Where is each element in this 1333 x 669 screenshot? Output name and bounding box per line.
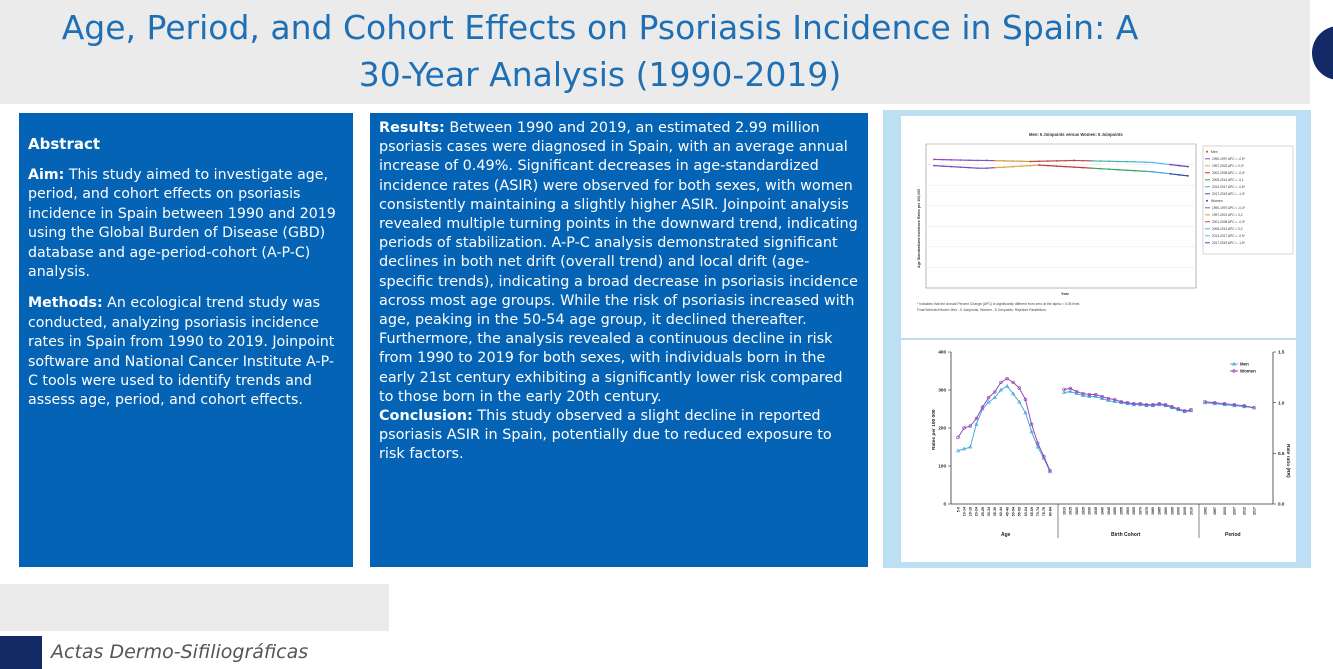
cohort-x-tick-label: 1950 <box>1113 507 1118 515</box>
y-tick-label-right: 0.5 <box>1278 450 1285 456</box>
women-point <box>1091 160 1093 162</box>
legend-men-entry: 1997-2002 APC = 0,3* <box>1212 164 1244 168</box>
men-point <box>1064 166 1066 168</box>
men-point <box>1108 168 1110 170</box>
legend-women-entry: 1990-1997 APC = -0,4* <box>1212 206 1245 210</box>
cohort-x-tick-label: 1915 <box>1068 507 1073 515</box>
conclusion-text: This study observed a slight decline in reported psoriasis ASIR in Spain, potentially due to reduced exposure to risk factors. <box>379 408 832 463</box>
panel-label-cohort: Birth Cohort <box>1111 532 1141 538</box>
women-point <box>994 160 996 162</box>
legend-women-entry: 2001-2008 APC = -0,3* <box>1212 220 1245 224</box>
apc-figure <box>901 340 1296 562</box>
aim-paragraph <box>28 166 343 282</box>
period-x-tick-label: 2007 <box>1232 507 1237 515</box>
abstract-panel <box>19 113 353 567</box>
women-point <box>1178 165 1180 167</box>
cohort-x-tick-label: 1940 <box>1100 507 1105 515</box>
cohort-x-tick-label: 1955 <box>1119 507 1124 515</box>
women-point <box>1064 160 1066 162</box>
panel-label-period: Period <box>1225 532 1241 538</box>
y-axis-label: Age Standardized Incidence Rates per 100,000 <box>917 188 921 268</box>
results-panel <box>370 113 868 567</box>
women-point <box>1038 160 1040 162</box>
cohort-x-tick-label: 1990 <box>1163 507 1168 515</box>
cohort-x-tick-label: 1960 <box>1125 507 1130 515</box>
women-point <box>1047 160 1049 162</box>
methods-label: Methods: <box>28 295 103 312</box>
conclusion-label: Conclusion: <box>379 408 473 425</box>
men-point <box>1073 166 1075 168</box>
age-x-tick-label: 20-24 <box>974 507 979 517</box>
y-tick-label-right: 1.0 <box>1278 400 1285 406</box>
men-point <box>1170 173 1172 175</box>
age-x-tick-label: 15-19 <box>968 507 973 517</box>
women-point <box>986 160 988 162</box>
x-axis-label: Year <box>1061 292 1070 296</box>
men-point <box>1126 169 1128 171</box>
results-paragraph <box>379 119 858 407</box>
y-tick-label: 300 <box>938 387 946 393</box>
aim-text: This study aimed to investigate age, period, and cohort effects on psoriasis incidence in Spain between 1990 and 2019 using the Global Burden of Disease (GBD) database and age-period-cohort (A-P-C) analysis. <box>28 167 336 281</box>
men-point <box>942 165 944 167</box>
legend-women-header: Women <box>1211 199 1223 203</box>
women-point <box>968 159 970 161</box>
legend-men-entry: 2014-2017 APC = -0,6* <box>1212 185 1245 189</box>
y-tick-label: 0 <box>943 501 946 507</box>
left-axis-label: Rates per 100 000 <box>932 409 937 450</box>
abstract-heading: Abstract <box>28 135 101 153</box>
men-point <box>1117 169 1119 171</box>
chart-title: Men: 5 Joinpoints versus Women: 5 Joinpoints <box>1029 132 1123 137</box>
men-point <box>1100 168 1102 170</box>
legend-men-label: Men <box>1240 361 1249 367</box>
period-x-tick-label: 2012 <box>1242 507 1247 515</box>
men-point <box>968 167 970 169</box>
y-tick-label: 400 <box>938 349 946 355</box>
age-women-line <box>958 379 1050 471</box>
cohort-x-tick-label: 1995 <box>1170 507 1175 515</box>
women-point <box>1003 160 1005 162</box>
cohort-x-tick-label: 1970 <box>1138 507 1143 515</box>
men-point <box>951 166 953 168</box>
legend-men-entry: 2002-2008 APC = -0,4* <box>1212 171 1245 175</box>
cohort-x-tick-label: 1925 <box>1081 507 1086 515</box>
men-segment <box>1144 171 1170 174</box>
cohort-x-tick-label: 2005 <box>1182 507 1187 515</box>
age-x-tick-label: 5-9 <box>956 507 961 513</box>
men-point <box>1038 164 1040 166</box>
legend-men-entry: 1990-1997 APC = -0,5* <box>1212 157 1245 161</box>
men-point <box>1161 172 1163 174</box>
y-tick-label: 100 <box>938 463 946 469</box>
results-label: Results: <box>379 120 445 136</box>
women-point <box>1161 163 1163 165</box>
women-point <box>1021 160 1023 162</box>
age-x-tick-label: 25-29 <box>980 507 985 517</box>
period-men-line <box>1205 403 1254 408</box>
women-point <box>1100 160 1102 162</box>
men-point <box>1021 165 1023 167</box>
men-point <box>1178 174 1180 176</box>
conclusion-paragraph <box>379 407 858 465</box>
cohort-x-tick-label: 1985 <box>1157 507 1162 515</box>
legend-men-entry: 2008-2014 APC = -0,1 <box>1212 178 1244 182</box>
legend-men-header: Men <box>1211 150 1218 154</box>
footer-square <box>0 636 42 669</box>
women-point <box>1108 160 1110 162</box>
footnote-2: Final Selected Model: Men - 5 Joinpoints, Women - 5 Joinpoints. Rejected Parallelism. <box>917 308 1047 312</box>
decorative-circle <box>1312 26 1333 80</box>
legend-women-entry: 1997-2001 APC = 0,2 <box>1212 213 1243 217</box>
men-point <box>959 166 961 168</box>
men-point <box>1029 165 1031 167</box>
age-x-tick-label: 30-34 <box>986 507 991 517</box>
women-point <box>1152 162 1154 164</box>
methods-paragraph <box>28 294 343 410</box>
men-point <box>1143 170 1145 172</box>
journal-name: Actas Dermo-Sifiliográficas <box>51 641 309 663</box>
poster-title <box>0 4 1200 98</box>
men-point <box>1082 167 1084 169</box>
women-point <box>1082 160 1084 162</box>
women-point <box>951 159 953 161</box>
women-point <box>959 159 961 161</box>
women-point <box>1135 161 1137 163</box>
footnote-1: * Indicates that the Annual Percent Change (APC) is significantly different from zero at the alpha = 0.05 level. <box>917 302 1081 306</box>
cohort-x-tick-label: 1975 <box>1144 507 1149 515</box>
age-x-tick-label: 80-84 <box>1048 507 1053 517</box>
men-segment <box>995 165 1039 168</box>
age-x-tick-label: 50-54 <box>1011 507 1016 517</box>
title-line-1: Age, Period, and Cohort Effects on Psoriasis Incidence in Spain: A <box>61 8 1139 47</box>
men-point <box>1152 171 1154 173</box>
cohort-x-tick-label: 2000 <box>1176 507 1181 515</box>
period-x-tick-label: 1997 <box>1213 507 1218 515</box>
men-point <box>1012 166 1014 168</box>
men-point <box>1135 170 1137 172</box>
age-x-tick-label: 70-74 <box>1036 507 1041 517</box>
age-x-tick-label: 40-44 <box>999 507 1004 517</box>
legend-men-entry: 2017-2019 APC = -1,3* <box>1212 192 1245 196</box>
age-x-tick-label: 65-69 <box>1029 507 1034 517</box>
men-point <box>1187 175 1189 177</box>
y-tick-label-right: 0.0 <box>1278 501 1285 507</box>
legend-marker <box>1206 200 1208 202</box>
cohort-x-tick-label: 1910 <box>1062 507 1067 515</box>
plot-border <box>926 144 1196 288</box>
period-x-tick-label: 1992 <box>1203 507 1208 515</box>
women-point <box>942 159 944 161</box>
age-x-tick-label: 75-79 <box>1042 507 1047 517</box>
cohort-x-tick-label: 1920 <box>1075 507 1079 515</box>
methods-text: An ecological trend study was conducted, analyzing psoriasis incidence rates in Spain from 1990 to 2019. Joinpoint software and National Cancer Institute A-P-C tools were used to identify trends and assess age, period, and cohort effects. <box>28 295 335 409</box>
women-point <box>1143 161 1145 163</box>
y-tick-label-right: 1.5 <box>1278 349 1285 355</box>
women-segment <box>1092 161 1136 162</box>
y-tick-label: 200 <box>938 425 946 431</box>
women-point <box>1170 164 1172 166</box>
women-point <box>1117 161 1119 163</box>
aim-label: Aim: <box>28 167 65 183</box>
period-x-tick-label: 2002 <box>1222 507 1227 515</box>
age-x-tick-label: 10-14 <box>962 507 967 517</box>
women-point <box>1187 166 1189 168</box>
men-point <box>977 167 979 169</box>
panel-label-age: Age <box>1001 532 1011 538</box>
legend-women-label: Women <box>1240 368 1256 374</box>
women-point <box>1073 160 1075 162</box>
cohort-x-tick-label: 1930 <box>1087 507 1092 515</box>
cohort-x-tick-label: 1935 <box>1094 507 1099 515</box>
cohort-x-tick-label: 1945 <box>1106 507 1111 515</box>
age-x-tick-label: 60-64 <box>1023 507 1028 517</box>
women-point <box>1056 160 1058 162</box>
title-line-2: 30-Year Analysis (1990-2019) <box>358 55 842 94</box>
bottom-bar <box>0 584 389 631</box>
age-x-tick-label: 35-39 <box>993 507 998 517</box>
legend-women-entry: 2017-2019 APC = -1,5* <box>1212 241 1245 245</box>
women-point <box>933 159 935 161</box>
men-point <box>933 165 935 167</box>
joinpoint-figure <box>901 116 1296 338</box>
age-x-tick-label: 45-49 <box>1005 507 1010 517</box>
cohort-x-tick-label: 1980 <box>1151 507 1156 515</box>
men-point <box>1091 167 1093 169</box>
right-axis-label: Rate ratio (RR) <box>1285 444 1290 478</box>
women-point <box>1126 161 1128 163</box>
men-point <box>1047 165 1049 167</box>
period-x-tick-label: 2017 <box>1252 507 1257 515</box>
men-point <box>1056 165 1058 167</box>
age-x-tick-label: 55-59 <box>1017 507 1022 517</box>
results-text: Between 1990 and 2019, an estimated 2.99 million psoriasis cases were diagnosed in Spain, with an average annual increase of 0.49%. Significant decreases in age-standardized incidence rates (ASIR) were observed for both sexes, with women consistently maintaining a slightly higher ASIR. Joinpoint analysis revealed multiple turning points in the downward trend, indicating periods of stabilization. A-P-C analysis demonstrated significant declines in both net drift (overall trend) and local drift (age-specific trends), indicating a broad decrease in psoriasis incidence across most age groups. While the risk of psoriasis increased with age, peaking in the 50-54 age group, it declined thereafter. Furthermore, the analysis revealed a continuous decline in risk from 1990 to 2019 for both sexes, with individuals born in the early 21st century exhibiting a significantly lower risk compared to those born in the early 20th century. <box>379 120 858 405</box>
men-point <box>994 167 996 169</box>
women-point <box>977 160 979 162</box>
cohort-x-tick-label: 1965 <box>1132 507 1137 515</box>
legend-marker <box>1206 151 1208 153</box>
women-point <box>1012 160 1014 162</box>
joinpoint-chart <box>901 116 1296 338</box>
age-men-line <box>958 386 1050 472</box>
women-point <box>1029 161 1031 163</box>
legend-women-entry: 2013-2017 APC = -0,5* <box>1212 234 1245 238</box>
apc-chart <box>901 340 1296 562</box>
legend-women-entry: 2008-2013 APC = 0,0 <box>1212 227 1243 231</box>
cohort-x-tick-label: 2010 <box>1189 507 1194 515</box>
men-point <box>1003 166 1005 168</box>
men-point <box>986 167 988 169</box>
